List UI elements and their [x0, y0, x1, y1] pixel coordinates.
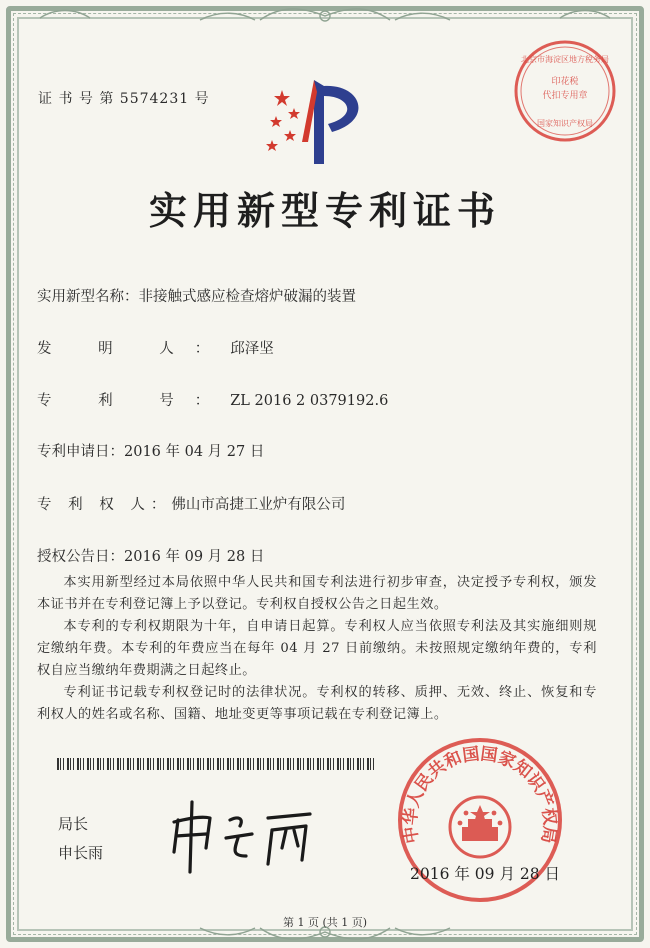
legal-status-paragraph: 专利证书记载专利权登记时的法律状况。专利权的转移、质押、无效、终止、恢复和专利权人的姓名或名称、国籍、地址变更等事项记载在专利登记簿上。 [37, 685, 597, 722]
issue-date: 2016 年 09 月 28 日 [410, 865, 561, 883]
patentee-value: 佛山市高捷工业炉有限公司 [171, 497, 346, 513]
inventor-label: 发 明 人： [37, 341, 231, 357]
patentee-row [37, 493, 345, 514]
svg-text:印花税: 印花税 [551, 77, 579, 87]
model-name-row [37, 285, 356, 306]
patent-number-label: 专 利 号： [37, 393, 231, 409]
patent-number-value: ZL 2016 2 0379192.6 [230, 393, 389, 409]
patentee-label: 专 利 权 人： [37, 497, 172, 513]
top-ornament [0, 2, 650, 32]
model-name-value: 非接触式感应检查熔炉破漏的装置 [138, 289, 356, 305]
term-paragraph: 本专利的专利权期限为十年，自申请日起算。专利权人应当依照专利法及其实施细则规定缴纳年费。本专利的年费应当在每年 04 月 27 日前缴纳。未按照规定缴纳年费的，专利权自应当缴纳年费期满之日起终止。 [37, 619, 597, 678]
announcement-date-row [37, 545, 264, 566]
inventor-row [37, 337, 274, 358]
barcode [57, 758, 375, 770]
national-emblem-icon [450, 797, 510, 857]
handwritten-signature [160, 790, 330, 880]
filing-date-row [37, 440, 264, 461]
svg-text:国家知识产权局: 国家知识产权局 [537, 119, 593, 128]
model-name-label: 实用新型名称： [37, 289, 139, 305]
page-number: 第 1 页 (共 1 页) [282, 916, 368, 929]
tax-seal-stamp [512, 38, 618, 144]
filing-date-value: 2016 年 04 月 27 日 [124, 444, 265, 460]
grant-paragraph: 本实用新型经过本局依照中华人民共和国专利法进行初步审查，决定授予专利权，颁发本证书并在专利登记簿上予以登记。专利权自授权公告之日起生效。 [37, 575, 597, 612]
cnipa-logo [262, 72, 382, 172]
svg-text:代扣专用章: 代扣专用章 [542, 91, 588, 101]
inventor-value: 邱泽坚 [230, 341, 274, 357]
svg-text:北京市海淀区地方税务局: 北京市海淀区地方税务局 [521, 55, 609, 64]
filing-date-label: 专利申请日： [37, 444, 124, 460]
director-title: 局长 [58, 815, 89, 833]
seal-arc-text: 中华人民共和国国家知识产权局 [400, 744, 560, 845]
announcement-date-label: 授权公告日： [37, 549, 124, 565]
certificate-number: 证 书 号 第 5574231 号 [38, 91, 210, 107]
director-name: 申长雨 [58, 844, 104, 862]
patent-number-row [37, 389, 388, 410]
certificate-title: 实用新型专利证书 [148, 188, 501, 233]
announcement-date-value: 2016 年 09 月 28 日 [124, 549, 265, 565]
